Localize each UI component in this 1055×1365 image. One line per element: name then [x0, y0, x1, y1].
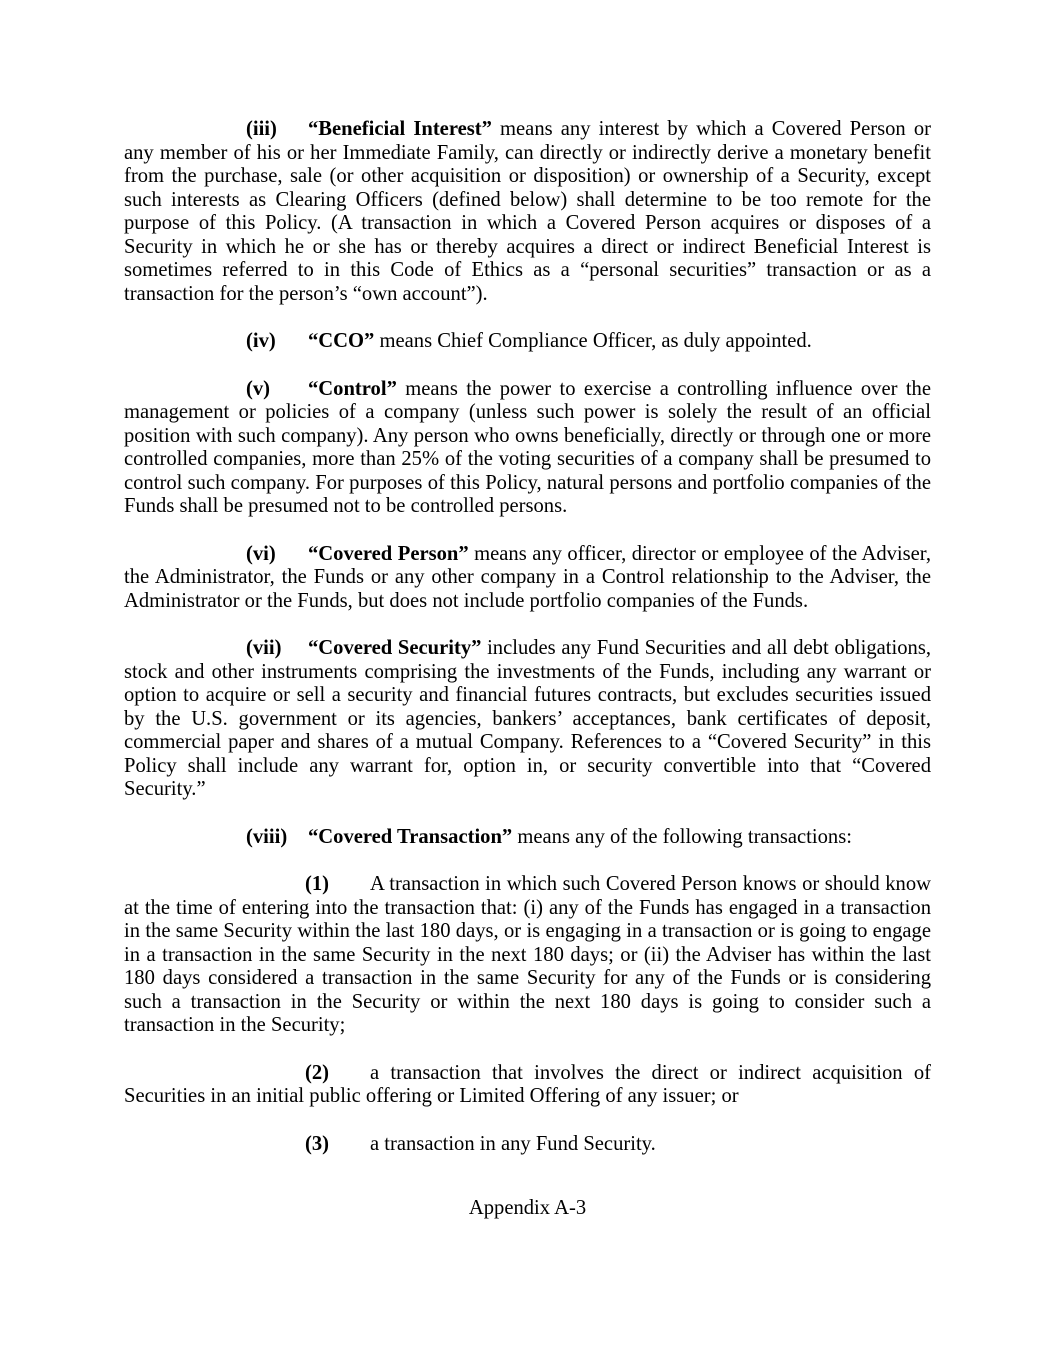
- clause-label: (3): [305, 1132, 330, 1155]
- clause-label: (iv): [246, 330, 276, 352]
- defined-term: “Covered Person”: [308, 542, 469, 565]
- subclause-3: [124, 1133, 931, 1157]
- clause-vi: [124, 543, 931, 614]
- defined-term: “CCO”: [308, 330, 375, 352]
- subclause-1: [124, 873, 931, 1038]
- subclause-2: [124, 1062, 931, 1109]
- clause-label: (iii): [246, 118, 277, 140]
- clause-label: (v): [246, 377, 271, 400]
- clause-iii: [124, 118, 931, 306]
- clause-text: means any officer, director or employee of the Adviser, the Administrator, the Funds or any other company in a Control relationship to the Adviser, the Administrator or the Funds, but does not include portfolio companies of the Funds.: [124, 542, 931, 612]
- clause-viii: [124, 826, 931, 850]
- page-footer: Appendix A-3: [468, 1197, 587, 1219]
- clause-label: (vii): [246, 637, 282, 659]
- clause-text: a transaction that involves the direct or indirect acquisition of Securities in an initial public offering or Limited Offering of any issuer; or: [124, 1061, 931, 1107]
- defined-term: “Covered Transaction”: [308, 825, 513, 848]
- defined-term: “Control”: [308, 377, 397, 400]
- clause-text: A transaction in which such Covered Person knows or should know at the time of entering into the transaction that: (i) any of the Funds has engaged in a transaction in the same Security within the last 180 days, or is engaging in a transaction or is going to engage in a transaction in the same Security in the next 180 days; or (ii) the Adviser has within the last 180 days considered a transaction in the same Security for any of the Funds or is considering such a transaction in the Security or within the next 180 days is going to consider such a transaction in the Security;: [124, 873, 931, 1036]
- clause-text: means the power to exercise a controlling influence over the management or policies of a company (unless such power is solely the result of an official position with such company). Any person who owns beneficially, directly or through one or more controlled companies, more than 25% of the voting securities of a company shall be presumed to control such company. For purposes of this Policy, natural persons and portfolio companies of the Funds shall be presumed not to be controlled persons.: [124, 377, 931, 517]
- clause-label: (vi): [246, 542, 276, 565]
- clause-text: means any interest by which a Covered Person or any member of his or her Immediate Family, can directly or indirectly derive a monetary benefit from the purchase, sale (or other acquisition or disposition) or ownership of a Security, except such interests as Clearing Officers (defined below) shall determine to be too remote for the purpose of this Policy. (A transaction in which a Covered Person acquires or disposes of a Security in which he or she has or thereby acquires a direct or indirect Beneficial Interest is sometimes referred to in this Code of Ethics as a “personal securities” transaction or as a transaction for the person’s “own account”).: [124, 118, 932, 305]
- clause-text: a transaction in any Fund Security.: [370, 1132, 656, 1155]
- clause-iv: [124, 330, 931, 354]
- clause-label: (viii): [246, 825, 288, 848]
- clause-text: means any of the following transactions:: [512, 825, 852, 848]
- clause-vii: [124, 637, 931, 802]
- clause-v: [124, 378, 931, 519]
- defined-term: “Beneficial Interest”: [308, 118, 492, 140]
- clause-text: includes any Fund Securities and all debt obligations, stock and other instruments comprising the investments of the Funds, including any warrant or option to acquire or sell a security and financial futures contracts, but excludes securities issued by the U.S. government or its agencies, bankers’ acceptances, bank certificates of deposit, commercial paper and shares of a mutual Company. References to a “Covered Security” in this Policy shall include any warrant for, option in, or security convertible into that “Covered Security.”: [124, 637, 931, 800]
- clause-label: (1): [305, 873, 330, 895]
- clause-text: means Chief Compliance Officer, as duly appointed.: [374, 330, 812, 352]
- defined-term: “Covered Security”: [308, 637, 482, 659]
- clause-label: (2): [305, 1061, 330, 1084]
